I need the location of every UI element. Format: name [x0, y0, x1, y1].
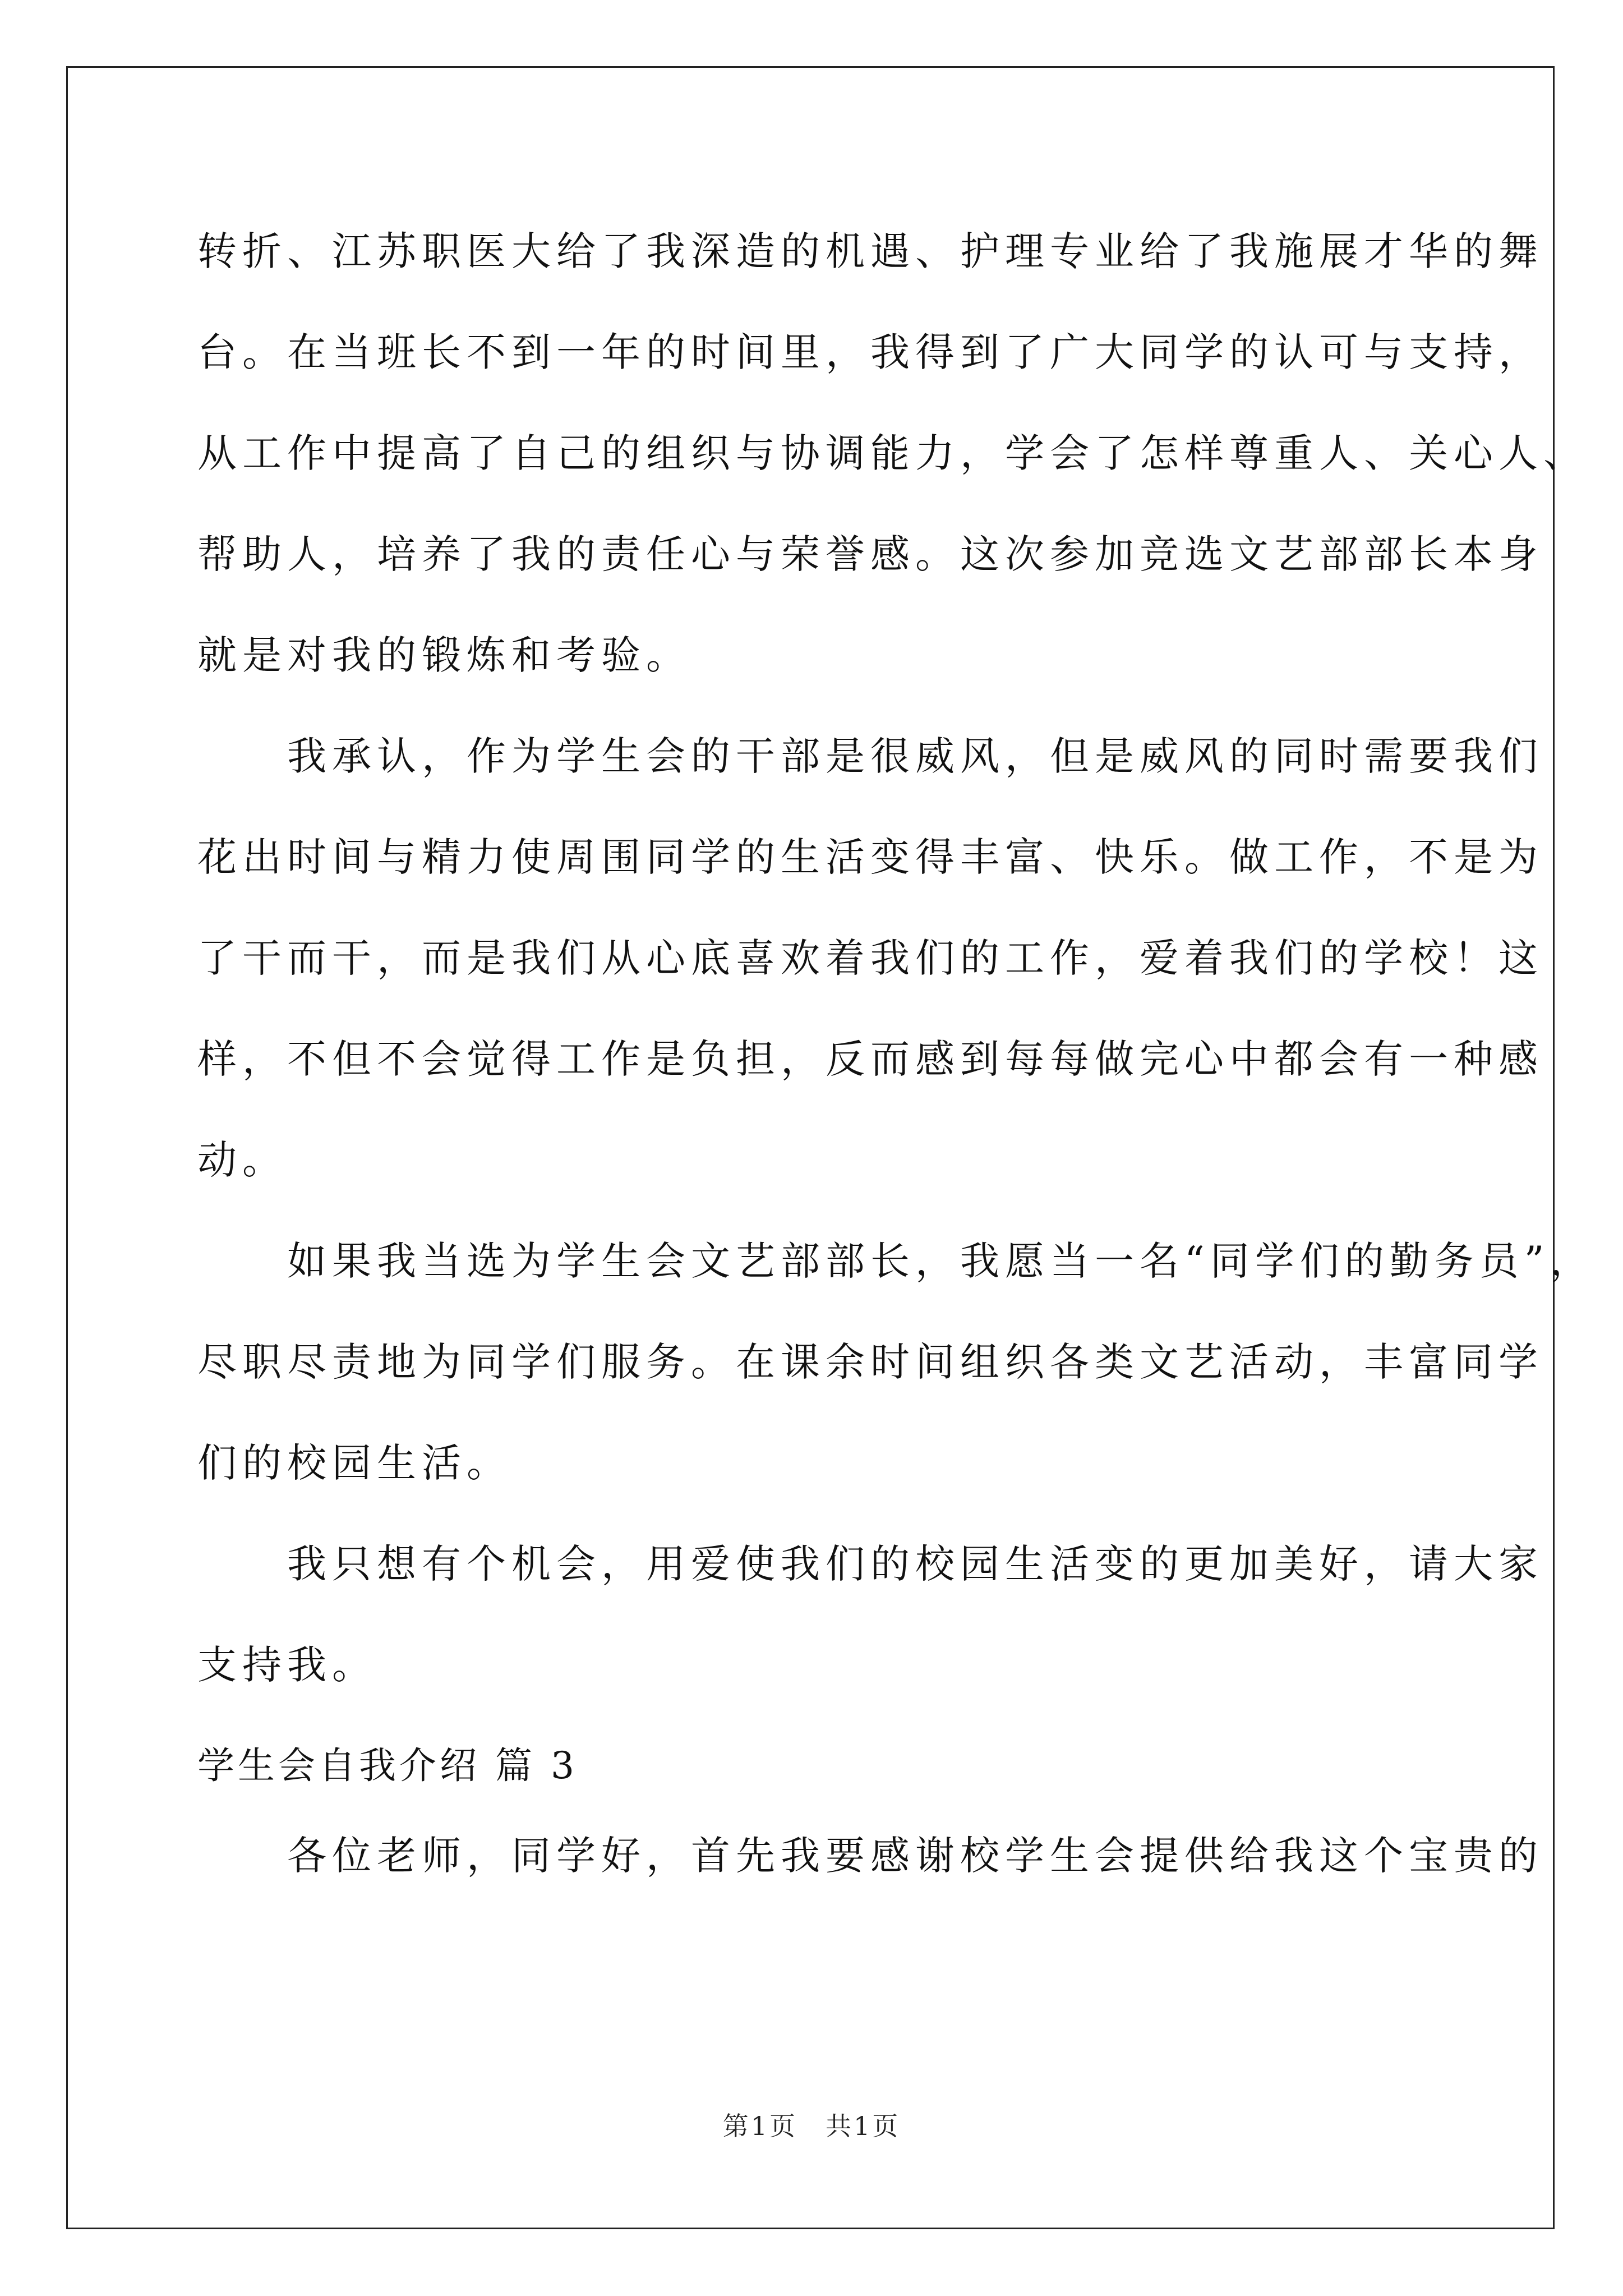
text-line: 如果我当选为学生会文艺部部长，我愿当一名“同学们的勤务员”， [197, 1238, 1595, 1284]
text-line: 转折、江苏职医大给了我深造的机遇、护理专业给了我施展才华的舞 [197, 228, 1543, 274]
text-line: 尽职尽责地为同学们服务。在课余时间组织各类文艺活动，丰富同学 [197, 1339, 1543, 1385]
text-line: 花出时间与精力使周围同学的生活变得丰富、快乐。做工作，不是为 [197, 834, 1543, 880]
text-line: 各位老师，同学好，首先我要感谢校学生会提供给我这个宝贵的 [197, 1833, 1543, 1879]
text-line: 样，不但不会觉得工作是负担，反而感到每每做完心中都会有一种感 [197, 1036, 1543, 1082]
text-line: 支持我。 [197, 1642, 377, 1688]
page-footer: 第1页 共1页 [722, 2111, 901, 2141]
text-line: 从工作中提高了自己的组织与协调能力，学会了怎样尊重人、关心人、 [197, 430, 1588, 476]
section-heading: 学生会自我介绍 篇 3 [197, 1744, 578, 1787]
text-line: 我只想有个机会，用爱使我们的校园生活变的更加美好，请大家 [197, 1541, 1543, 1587]
text-line: 帮助人，培养了我的责任心与荣誉感。这次参加竞选文艺部部长本身 [197, 531, 1543, 577]
text-line: 动。 [197, 1137, 287, 1183]
text-line: 我承认，作为学生会的干部是很威风，但是威风的同时需要我们 [197, 733, 1543, 779]
document-body [197, 218, 1595, 1923]
text-line: 台。在当班长不到一年的时间里，我得到了广大同学的认可与支持， [197, 329, 1543, 375]
text-line: 了干而干，而是我们从心底喜欢着我们的工作，爱着我们的学校！这 [197, 935, 1543, 981]
text-line: 就是对我的锻炼和考验。 [197, 632, 691, 678]
text-line: 们的校园生活。 [197, 1440, 511, 1486]
